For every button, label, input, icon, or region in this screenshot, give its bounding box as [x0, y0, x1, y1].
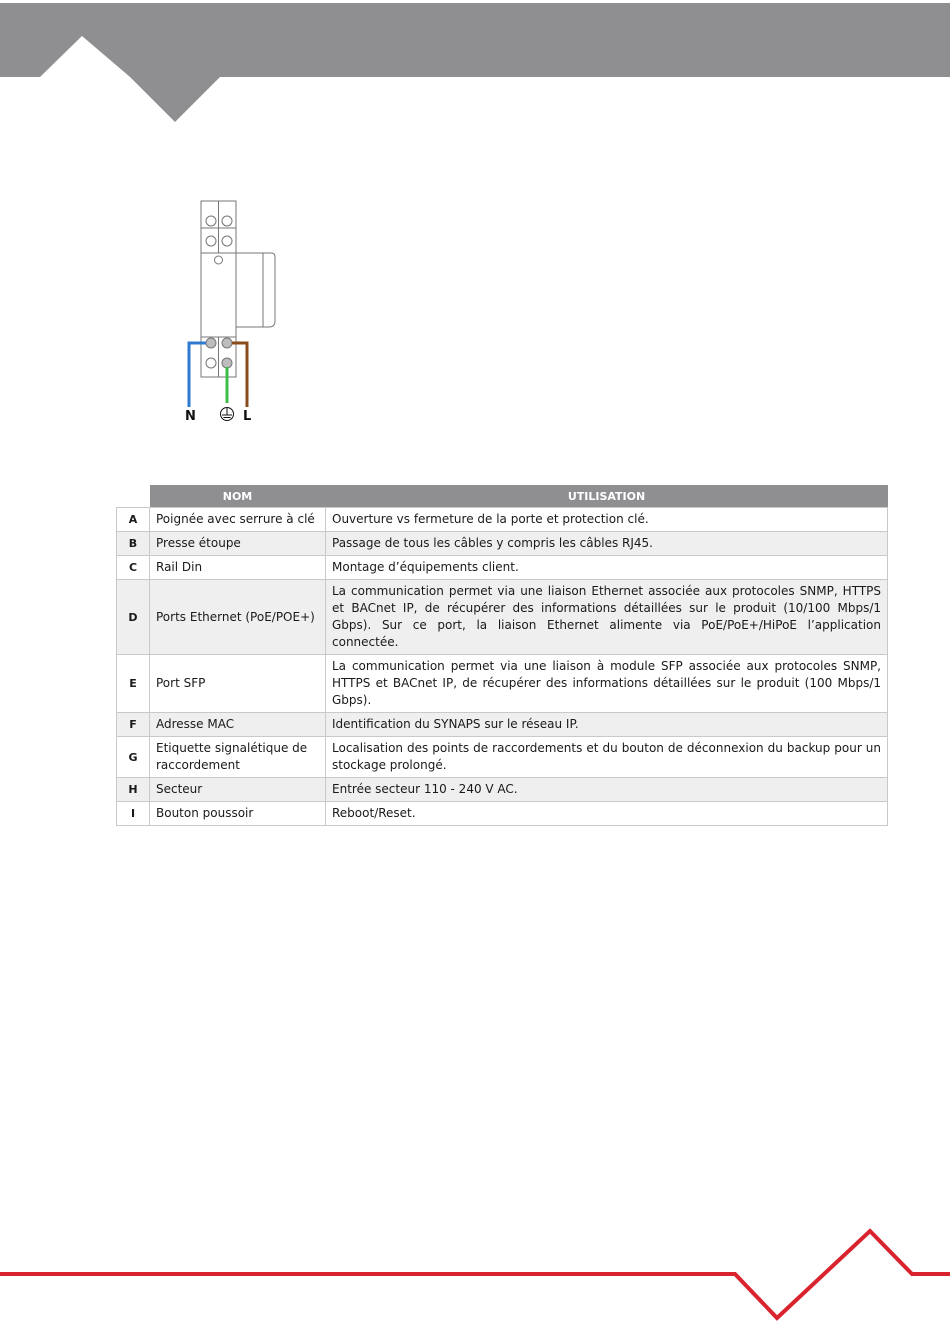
- table-row: [117, 580, 888, 655]
- row-name: Etiquette signalétique de raccordement: [150, 737, 326, 778]
- row-name: Adresse MAC: [150, 713, 326, 737]
- row-letter: G: [117, 737, 150, 778]
- row-usage: Montage d’équipements client.: [326, 556, 888, 580]
- table-row: [117, 802, 888, 826]
- neutral-wire: [189, 343, 206, 407]
- row-letter: H: [117, 778, 150, 802]
- row-name: Port SFP: [150, 655, 326, 713]
- row-usage: La communication permet via une liaison à module SFP associée aux protocoles SNMP, HTTPS et BACnet IP, de récupérer des informations détaillées sur le produit (100 Mbps/1 Gbps).: [326, 655, 888, 713]
- row-usage: Passage de tous les câbles y compris les câbles RJ45.: [326, 532, 888, 556]
- table-row: [117, 556, 888, 580]
- table-row: [117, 713, 888, 737]
- row-letter: A: [117, 508, 150, 532]
- table-row: [117, 532, 888, 556]
- header-band: [0, 0, 950, 130]
- row-name: Poignée avec serrure à clé: [150, 508, 326, 532]
- row-usage: Localisation des points de raccordements et du bouton de déconnexion du backup pour un stockage prolongé.: [326, 737, 888, 778]
- din-module: [201, 201, 275, 377]
- header-name: NOM: [150, 485, 326, 508]
- row-letter: C: [117, 556, 150, 580]
- row-usage: Reboot/Reset.: [326, 802, 888, 826]
- row-letter: I: [117, 802, 150, 826]
- table-row: [117, 508, 888, 532]
- table-row: [117, 655, 888, 713]
- table-row: [117, 778, 888, 802]
- earth-ground-icon: [221, 408, 234, 421]
- row-usage: Identification du SYNAPS sur le réseau IP.: [326, 713, 888, 737]
- row-letter: B: [117, 532, 150, 556]
- row-letter: F: [117, 713, 150, 737]
- table-row: [117, 737, 888, 778]
- neutral-label: N: [185, 409, 196, 424]
- row-usage: La communication permet via une liaison Ethernet associée aux protocoles SNMP, HTTPS et BACnet IP, de récupérer des informations détaillées sur le produit (10/100 Mbps/1 Gbps). Sur ce port, la liaison Ethernet alimente via PoE/PoE+/HiPoE l’application connectée.: [326, 580, 888, 655]
- table-header-row: [117, 485, 888, 508]
- row-usage: Ouverture vs fermeture de la porte et protection clé.: [326, 508, 888, 532]
- footer-accent-line: [0, 1225, 950, 1343]
- row-name: Rail Din: [150, 556, 326, 580]
- row-usage: Entrée secteur 110 - 240 V AC.: [326, 778, 888, 802]
- row-name: Bouton poussoir: [150, 802, 326, 826]
- row-name: Secteur: [150, 778, 326, 802]
- live-label: L: [243, 409, 252, 424]
- header-blank-cell: [117, 485, 150, 508]
- row-letter: E: [117, 655, 150, 713]
- components-table: [116, 485, 888, 826]
- row-name: Presse étoupe: [150, 532, 326, 556]
- wiring-diagram: [175, 195, 305, 430]
- row-letter: D: [117, 580, 150, 655]
- live-wire: [232, 343, 247, 407]
- row-name: Ports Ethernet (PoE/POE+): [150, 580, 326, 655]
- header-usage: UTILISATION: [326, 485, 888, 508]
